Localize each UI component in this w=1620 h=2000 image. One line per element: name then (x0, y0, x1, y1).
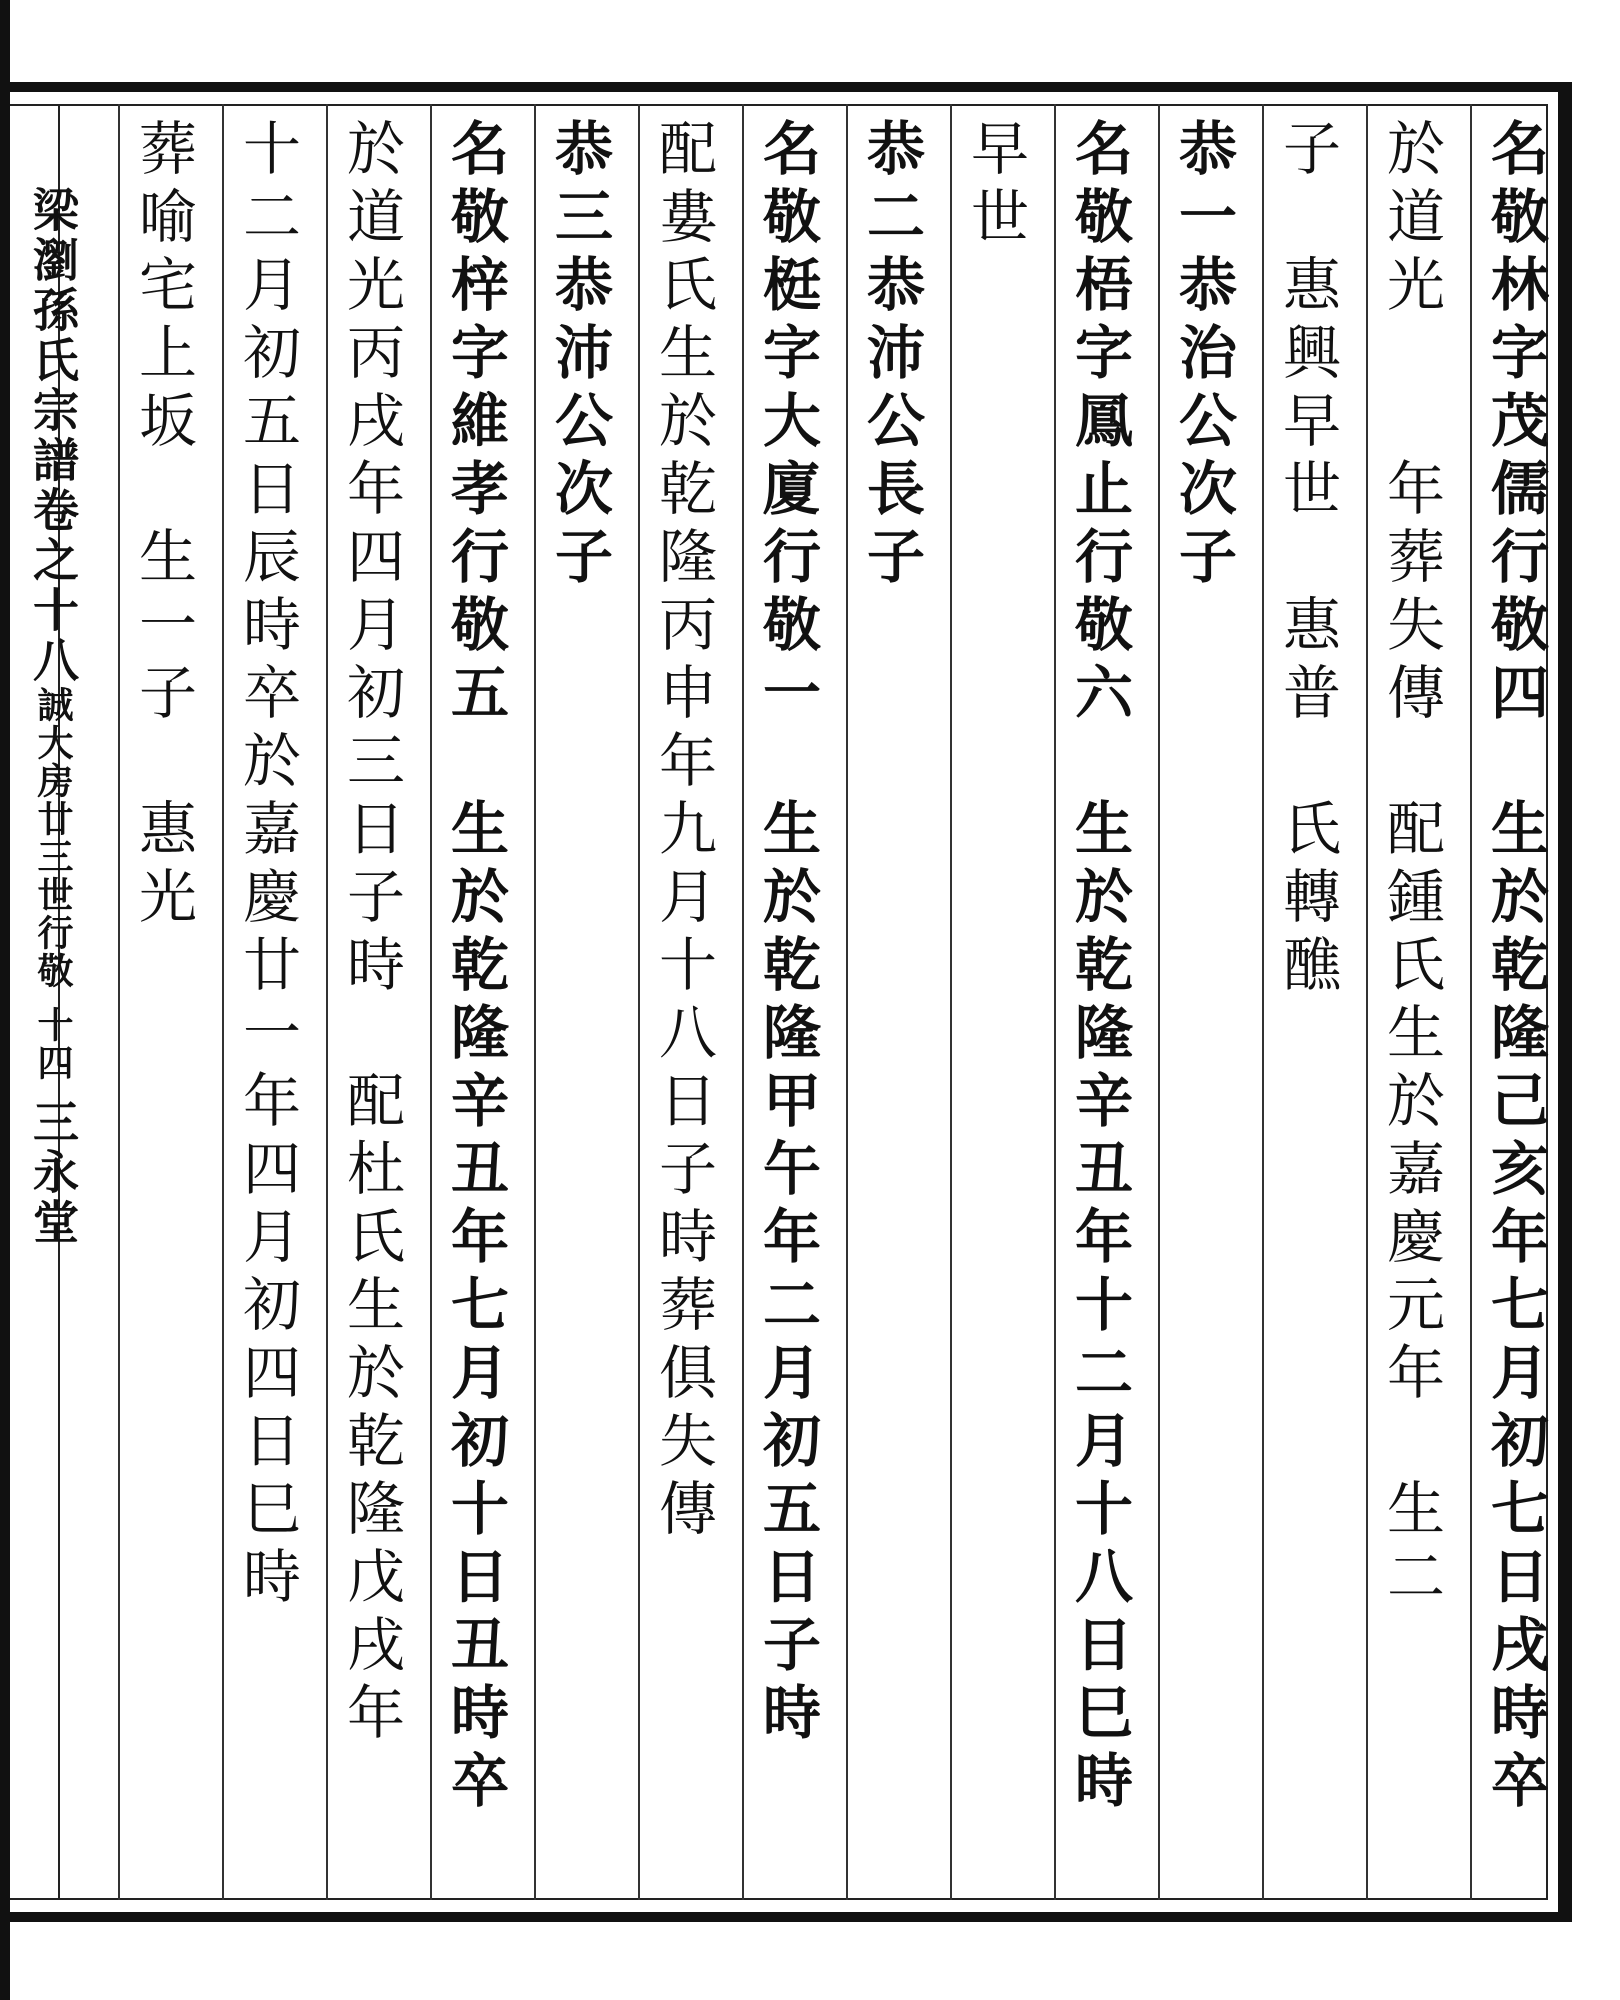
column-divider (742, 104, 744, 1900)
text-column (1377, 118, 1445, 1898)
text-column (337, 118, 405, 1898)
text-column (1481, 118, 1549, 1898)
entry-text: 名敬梓字維孝行敬五 生於乾隆辛丑年七月初十日丑時卒 (441, 118, 509, 1818)
column-divider (222, 104, 224, 1900)
text-column (233, 118, 301, 1898)
entry-text: 名敬梃字大廈行敬一 生於乾隆甲午年二月初五日子時 (753, 118, 821, 1750)
column-divider (1158, 104, 1160, 1900)
page-number: 十四 (32, 1006, 74, 1082)
entry-heading: 恭三恭沛公次子 (545, 118, 613, 594)
entry-text: 名敬林字茂儒行敬四 生於乾隆己亥年七月初七日戌時卒 (1481, 118, 1549, 1818)
branch-label: 誠大房廿三世行敬 (32, 686, 74, 990)
hall-name: 三永堂 (26, 1098, 80, 1248)
column-divider (430, 104, 432, 1900)
text-column (1169, 118, 1237, 1898)
entry-heading: 恭一恭治公次子 (1169, 118, 1237, 594)
column-divider (950, 104, 952, 1900)
column-divider (118, 104, 120, 1900)
column-divider (1470, 104, 1472, 1900)
column-divider (1054, 104, 1056, 1900)
entry-text: 早世 (961, 118, 1029, 254)
text-column (753, 118, 821, 1898)
text-column (857, 118, 925, 1898)
text-column (129, 118, 197, 1898)
volume-label: 卷之十八 (26, 486, 80, 686)
column-divider (326, 104, 328, 1900)
entry-text: 於道光丙戌年四月初三日子時 配杜氏生於乾隆戊戌年 (337, 118, 405, 1750)
book-title: 梁瀏孫氏宗譜 (26, 186, 80, 486)
spine-margin (14, 110, 92, 1890)
column-divider (638, 104, 640, 1900)
text-column (1065, 118, 1133, 1898)
entry-heading: 恭二恭沛公長子 (857, 118, 925, 594)
binding-edge (0, 0, 10, 2000)
text-column (649, 118, 717, 1898)
entry-text: 於道光 年葬失傳 配鍾氏生於嘉慶元年 生二 (1377, 118, 1445, 1614)
column-divider (534, 104, 536, 1900)
entry-text: 配婁氏生於乾隆丙申年九月十八日子時葬俱失傳 (649, 118, 717, 1546)
entry-text: 子 惠興早世 惠普 氏轉醮 (1273, 118, 1341, 1002)
text-column (545, 118, 613, 1898)
column-divider (846, 104, 848, 1900)
text-column (961, 118, 1029, 1898)
entry-text: 名敬梧字鳳止行敬六 生於乾隆辛丑年十二月十八日巳時 (1065, 118, 1133, 1818)
column-divider (1262, 104, 1264, 1900)
entry-text: 葬喻宅上坂 生一子 惠光 (129, 118, 197, 934)
column-divider (1366, 104, 1368, 1900)
entry-text: 十二月初五日辰時卒於嘉慶廿一年四月初四日巳時 (233, 118, 301, 1614)
text-column (1273, 118, 1341, 1898)
text-column (441, 118, 509, 1898)
